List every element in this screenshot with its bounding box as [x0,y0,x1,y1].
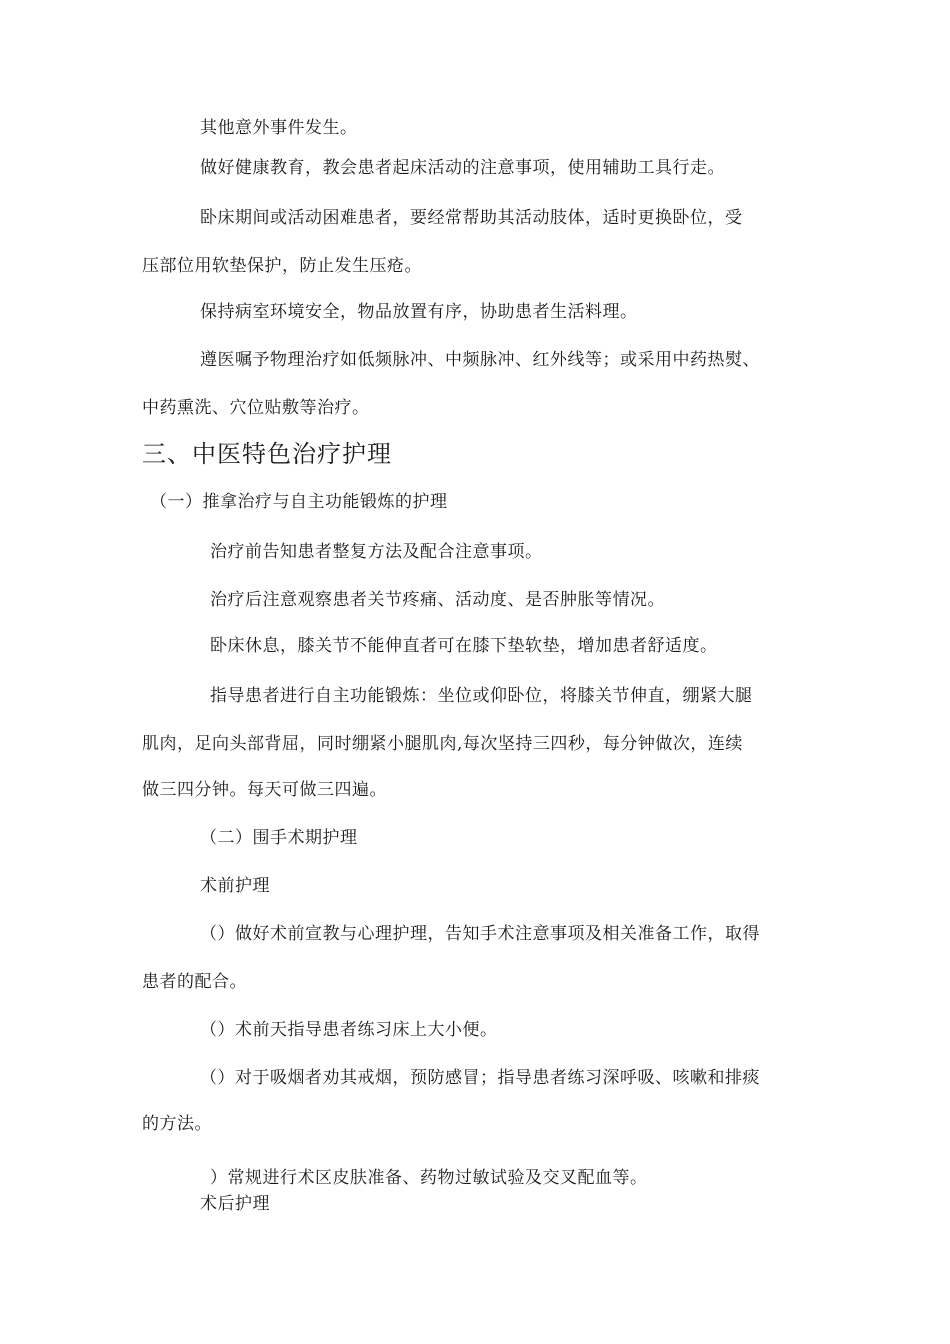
paragraph-line: 压部位用软垫保护，防止发生压疮。 [142,256,422,276]
paragraph-line: 保持病室环境安全，物品放置有序，协助患者生活料理。 [200,302,638,322]
paragraph-line: （）做好术前宣教与心理护理，告知手术注意事项及相关准备工作，取得 [200,924,760,944]
paragraph-line: ）常规进行术区皮肤准备、药物过敏试验及交叉配血等。 [210,1168,648,1188]
paragraph-line: （）术前天指导患者练习床上大小便。 [200,1020,498,1040]
paragraph-line: 的方法。 [142,1114,212,1134]
paragraph-line: 做好健康教育，教会患者起床活动的注意事项，使用辅助工具行走。 [200,158,725,178]
paragraph-line: 其他意外事件发生。 [200,118,358,138]
subsection-title: （二）围手术期护理 [200,828,358,848]
subheading-preop: 术前护理 [200,876,270,896]
paragraph-line: 卧床休息，膝关节不能伸直者可在膝下垫软垫，增加患者舒适度。 [210,636,718,656]
paragraph-line: 卧床期间或活动困难患者，要经常帮助其活动肢体，适时更换卧位，受 [200,208,743,228]
paragraph-line: 中药熏洗、穴位贴敷等治疗。 [142,398,370,418]
paragraph-line: 治疗后注意观察患者关节疼痛、活动度、是否肿胀等情况。 [210,590,665,610]
paragraph-line: 做三四分钟。每天可做三四遍。 [142,780,387,800]
section-heading: 三、中医特色治疗护理 [142,440,392,468]
paragraph-line: 遵医嘱予物理治疗如低频脉冲、中频脉冲、红外线等；或采用中药热熨、 [200,350,760,370]
subheading-postop: 术后护理 [200,1194,270,1214]
paragraph-line: （）对于吸烟者劝其戒烟，预防感冒；指导患者练习深呼吸、咳嗽和排痰 [200,1068,760,1088]
subsection-title: （一）推拿治疗与自主功能锻炼的护理 [150,492,448,512]
paragraph-line: 治疗前告知患者整复方法及配合注意事项。 [210,542,543,562]
paragraph-line: 指导患者进行自主功能锻炼：坐位或仰卧位，将膝关节伸直，绷紧大腿 [210,686,753,706]
paragraph-line: 患者的配合。 [142,972,247,992]
paragraph-line: 肌肉，足向头部背屈，同时绷紧小腿肌肉,每次坚持三四秒，每分钟做次，连续 [142,734,743,754]
